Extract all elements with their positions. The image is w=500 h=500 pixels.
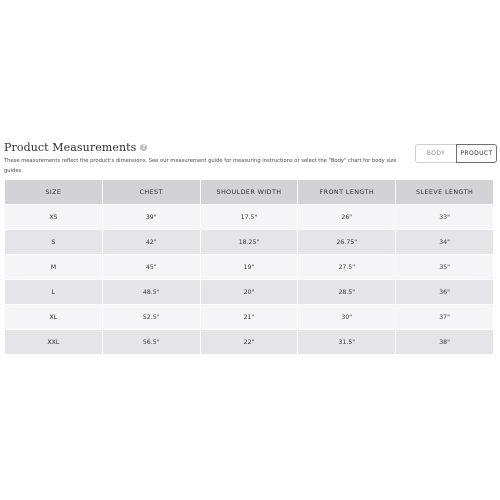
size-cell: XS xyxy=(5,204,102,229)
column-header-shoulder-width: SHOULDER WIDTH xyxy=(201,180,298,204)
front-length-cell: 26" xyxy=(298,204,395,229)
chest-cell: 56.5" xyxy=(103,329,200,354)
shoulder-width-cell: 22" xyxy=(201,329,298,354)
column-header-front-length: FRONT LENGTH xyxy=(298,180,395,204)
chart-toggle xyxy=(415,144,497,163)
shoulder-width-cell: 20" xyxy=(201,279,298,304)
chest-cell: 52.5" xyxy=(103,304,200,329)
front-length-cell: 31.5" xyxy=(298,329,395,354)
column-header-chest: CHEST xyxy=(103,180,200,204)
sleeve-length-cell: 38" xyxy=(396,329,493,354)
front-length-cell: 30" xyxy=(298,304,395,329)
front-length-cell: 27.5" xyxy=(298,254,395,279)
table-row xyxy=(5,229,493,254)
table-header-row xyxy=(5,180,493,204)
section-header xyxy=(4,141,147,154)
sleeve-length-cell: 36" xyxy=(396,279,493,304)
info-icon[interactable]: ? xyxy=(142,144,146,151)
table-row xyxy=(5,279,493,304)
table-row xyxy=(5,329,493,354)
sleeve-length-cell: 37" xyxy=(396,304,493,329)
sleeve-length-cell: 34" xyxy=(396,229,493,254)
chest-cell: 48.5" xyxy=(103,279,200,304)
sleeve-length-cell: 35" xyxy=(396,254,493,279)
chest-cell: 45" xyxy=(103,254,200,279)
chest-cell: 39" xyxy=(103,204,200,229)
size-cell: XL xyxy=(5,304,102,329)
sleeve-length-cell: 33" xyxy=(396,204,493,229)
table-row xyxy=(5,204,493,229)
product-toggle-button[interactable]: PRODUCT xyxy=(456,144,497,163)
size-cell: L xyxy=(5,279,102,304)
size-cell: S xyxy=(5,229,102,254)
chest-cell: 42" xyxy=(103,229,200,254)
measurements-table xyxy=(4,180,494,354)
size-cell: M xyxy=(5,254,102,279)
table-row xyxy=(5,304,493,329)
front-length-cell: 28.5" xyxy=(298,279,395,304)
column-header-size: SIZE xyxy=(5,180,102,204)
size-cell: XXL xyxy=(5,329,102,354)
column-header-sleeve-length: SLEEVE LENGTH xyxy=(396,180,493,204)
section-description: These measurements reflect the product's dimensions. See our measurement guide for measuring instructions or select the "Body" chart for body size guides. xyxy=(4,158,397,174)
page-title: Product Measurements xyxy=(4,141,137,154)
shoulder-width-cell: 21" xyxy=(201,304,298,329)
shoulder-width-cell: 18.25" xyxy=(201,229,298,254)
body-toggle-button[interactable]: BODY xyxy=(415,144,456,163)
front-length-cell: 26.75" xyxy=(298,229,395,254)
shoulder-width-cell: 17.5" xyxy=(201,204,298,229)
shoulder-width-cell: 19" xyxy=(201,254,298,279)
table-row xyxy=(5,254,493,279)
